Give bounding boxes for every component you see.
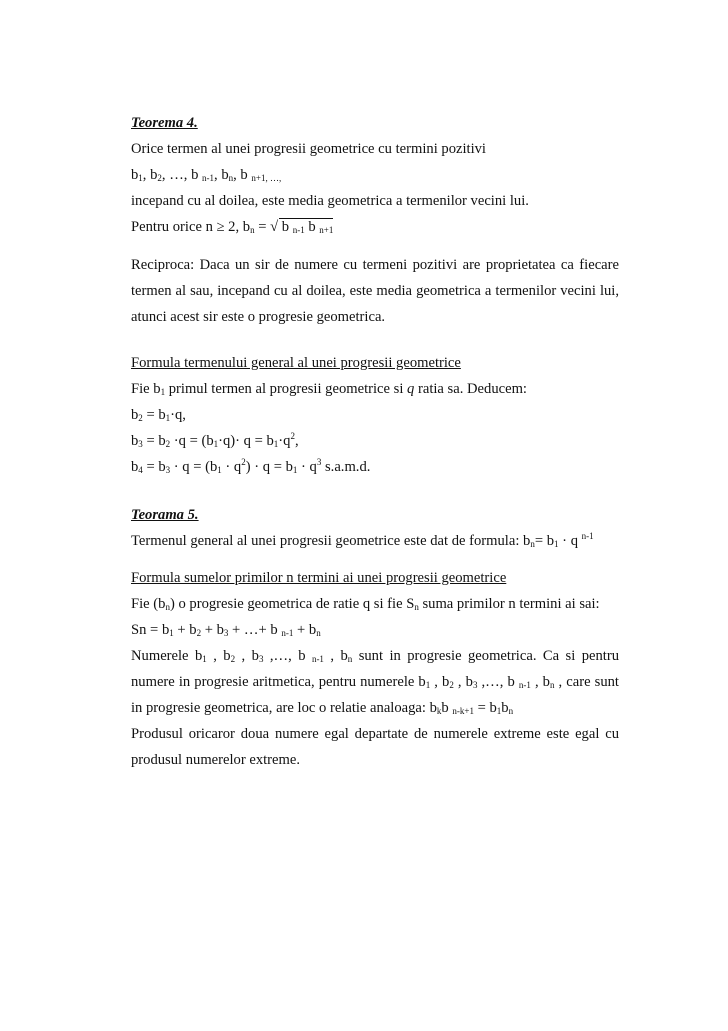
formula-sum-line-6: Produsul oricaror doua numere egal departate de numerele extreme este egal cu — [131, 726, 619, 742]
theorem-4-sequence-line: b1, b2, …, b n-1, bn, b n+1, …, — [131, 167, 282, 183]
formula-general-b4: $b4 = b3 \cdot q = (b1 \cdot q^2) \cdot q = b1 \cdot q^3$ s.a.m.d. — [131, 457, 371, 475]
theorem-4-line-3: incepand cu al doilea, este media geometrica a termenilor vecini lui. — [131, 193, 529, 209]
formula-sum-line-3: Numerele b1 , b2 , b3 ,…, b n-1 , bn sunt in progresie geometrica. Ca si pentru — [131, 648, 620, 664]
formula-sum-line-5: in progresie geometrica, are loc o relatie analoaga: bkb n-k+1 = b1bn — [131, 700, 514, 716]
formula-general-heading: Formula termenului general al unei progresii geometrice — [131, 355, 461, 371]
formula-sum-line-1: Fie (bn) o progresie geometrica de ratie q si fie Sn suma primilor n termini ai sai: — [131, 596, 600, 612]
reciproca-line-3: atunci acest sir este o progresie geometrica. — [131, 309, 386, 325]
formula-sum-heading: Formula sumelor primilor n termini ai unei progresii geometrice — [131, 570, 507, 586]
formula-sum-line-4: numere in progresie aritmetica, pentru numerele b1 , b2 , b3 ,…, b n-1 , bn , care sunt — [131, 674, 619, 690]
formula-sum-line-2: Sn = b1 + b2 + b3 + …+ b n-1 + bn — [131, 622, 321, 638]
square-root-expression: √ b n-1 b n+1 — [270, 219, 334, 235]
formula-general-b2: b2 = b1·q, — [131, 407, 186, 423]
formula-general-b3: $b3 = b2 \cdot q = (b1\cdot q)\cdot q = b1\cdot q^2$, — [131, 431, 299, 449]
formula-general-line-1: Fie b1 primul termen al progresii geometrice si q ratia sa. Deducem: — [131, 381, 527, 397]
theorem-4-formula-line: Pentru orice n ≥ 2, bn = √ b n-1 b n+1 — [131, 219, 334, 235]
theorem-5-line-1: Termenul general al unei progresii geometrice este dat de formula: bn= b1 · q $^{n-1}$ — [131, 531, 594, 549]
theorem-4-line-1: Orice termen al unei progresii geometrice cu termini pozitivi — [131, 141, 486, 157]
theorem-4-title: Teorema 4. — [131, 115, 198, 131]
reciproca-line-1: Reciproca: Daca un sir de numere cu termeni pozitivi are proprietatea ca fiecare — [131, 257, 619, 273]
formula-sum-line-7: produsul numerelor extreme. — [131, 752, 300, 768]
theorem-5-title: Teorama 5. — [131, 507, 199, 523]
reciproca-line-2: termen al sau, incepand cu al doilea, este media geometrica a termenilor vecini lui, — [131, 283, 619, 299]
